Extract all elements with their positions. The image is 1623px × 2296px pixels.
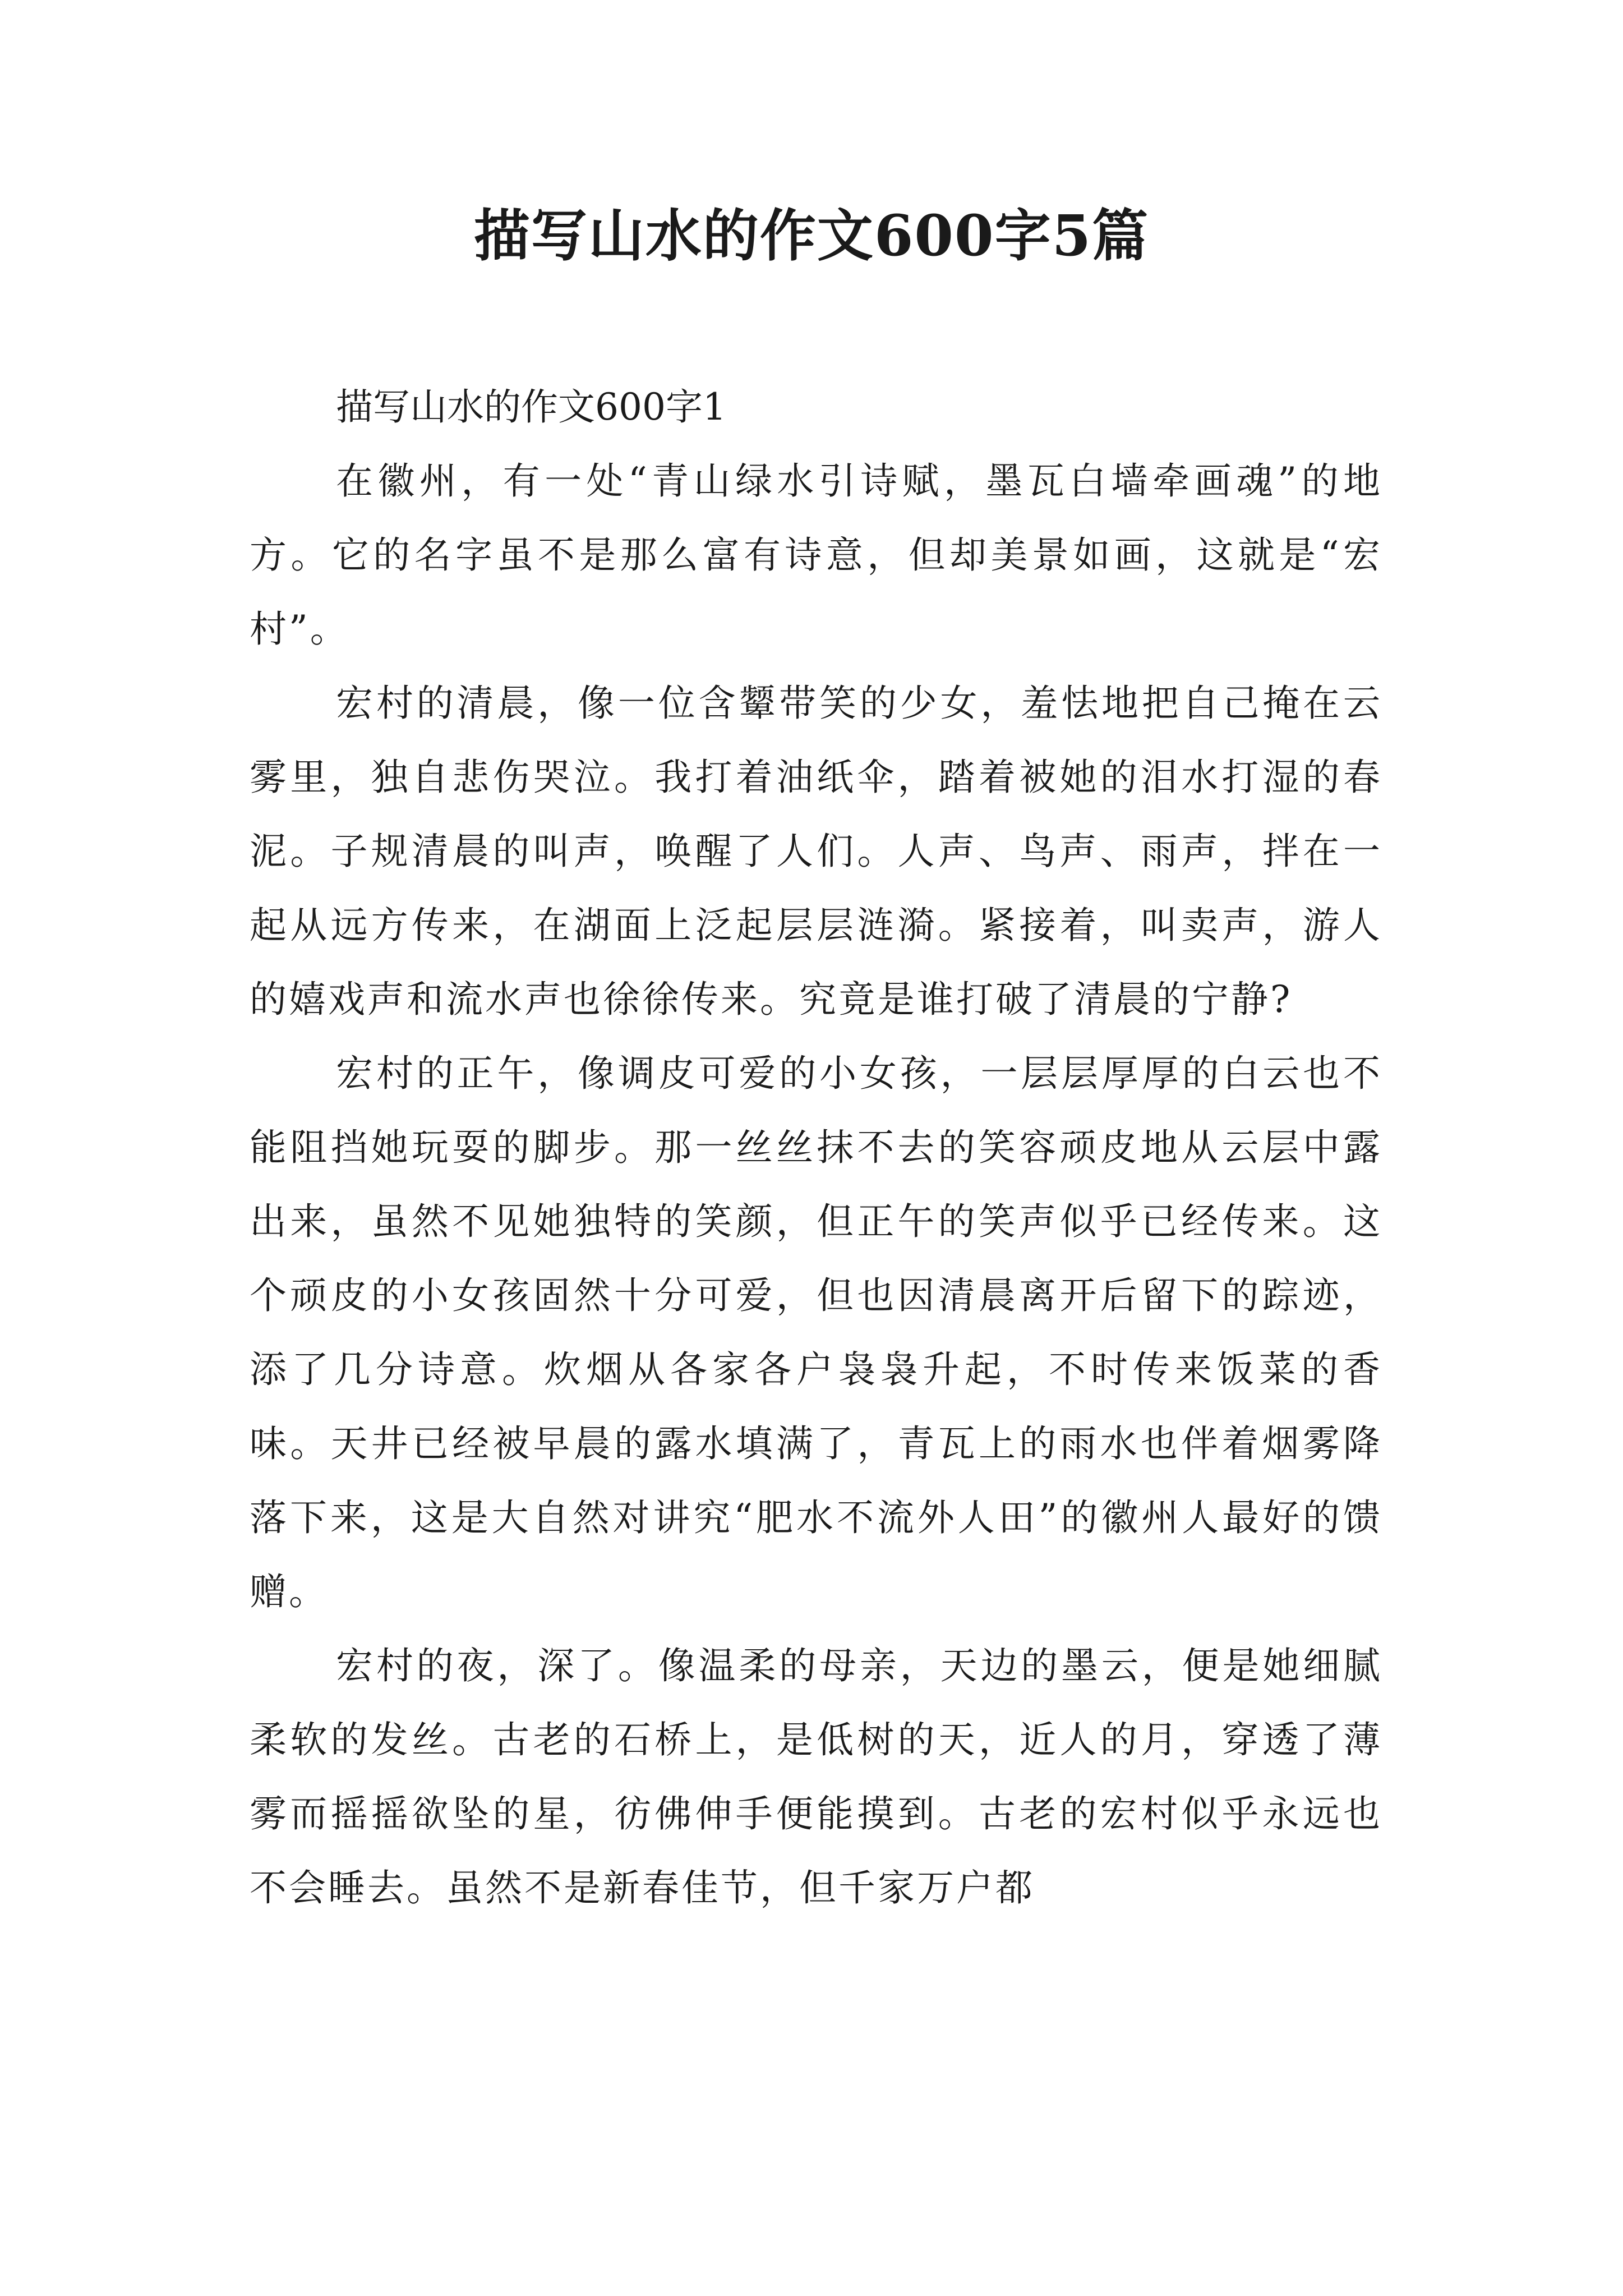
document-title: 描写山水的作文600字5篇 [473,203,1150,269]
section-heading: 描写山水的作文600字1 [336,385,726,429]
paragraph-morning: 宏村的清晨，像一位含颦带笑的少女，羞怯地把自己掩在云雾里，独自悲伤哭泣。我打着油纸伞，踏着被她的泪水打湿的春泥。子规清晨的叫声，唤醒了人们。人声、鸟声、雨声，拌在一起从远方传来，在湖面上泛起层层涟漪。紧接着，叫卖声，游人的嬉戏声和流水声也徐徐传来。究竟是谁打破了清晨的宁静? [250,682,1382,1021]
paragraph-night: 宏村的夜，深了。像温柔的母亲，天边的墨云，便是她细腻柔软的发丝。古老的石桥上，是低树的天，近人的月，穿透了薄雾而摇摇欲坠的星，彷佛伸手便能摸到。古老的宏村似乎永远也不会睡去。虽然不是新春佳节，但千家万户都 [250,1644,1382,1910]
document-body [250,370,1382,1925]
paragraph-noon: 宏村的正午，像调皮可爱的小女孩，一层层厚厚的白云也不能阻挡她玩耍的脚步。那一丝丝抹不去的笑容顽皮地从云层中露出来，虽然不见她独特的笑颜，但正午的笑声似乎已经传来。这个顽皮的小女孩固然十分可爱，但也因清晨离开后留下的踪迹，添了几分诗意。炊烟从各家各户袅袅升起，不时传来饭菜的香味。天井已经被早晨的露水填满了，青瓦上的雨水也伴着烟雾降落下来，这是大自然对讲究“肥水不流外人田”的徽州人最好的馈赠。 [250,1052,1382,1613]
paragraph-intro: 在徽州，有一处“青山绿水引诗赋，墨瓦白墙牵画魂”的地方。它的名字虽不是那么富有诗意，但却美景如画，这就是“宏村”。 [250,459,1382,651]
